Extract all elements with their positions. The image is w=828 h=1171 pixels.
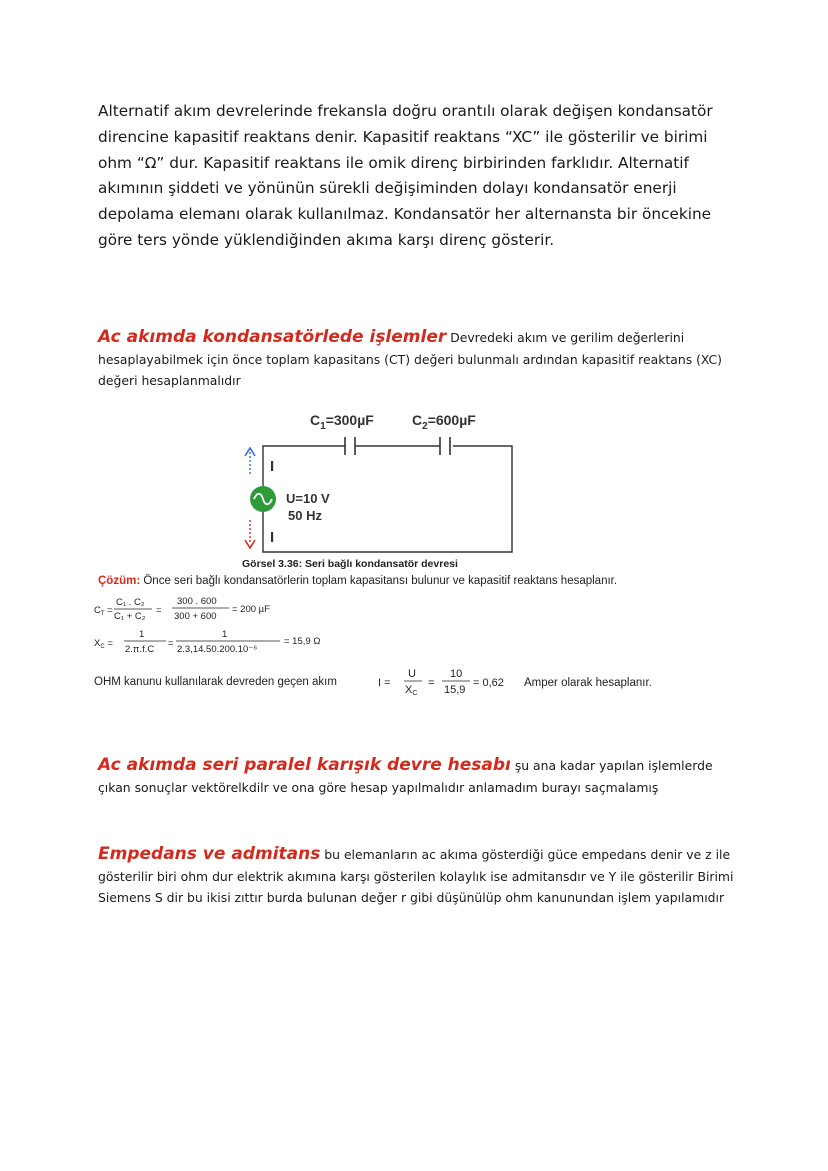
current-tail: Amper olarak hesaplanır. — [524, 677, 652, 689]
section-mixed-circuit — [98, 755, 738, 798]
current-label-bottom: I — [270, 529, 275, 546]
svg-text:=: = — [428, 677, 435, 689]
current-result: = 0,62 — [473, 677, 504, 689]
capacitor-c2-symbol — [440, 437, 450, 455]
xc-numerator: 1 — [139, 629, 145, 640]
solution-formulas — [94, 594, 354, 658]
wire-left-top — [263, 446, 345, 487]
current-numerator: U — [408, 668, 416, 680]
xc-denominator: 2.π.f.C — [125, 644, 155, 655]
xc-result: = 15,9 Ω — [284, 636, 321, 647]
ct-lhs: $C_T$ = — [94, 605, 113, 617]
section-body: Devredeki akım ve gerilim değerlerini hesaplayabilmek için önce toplam kapasitans (CT) değeri bulunmalı ardından kapasitif reaktans (XC) değeri hesaplanmalıdır — [98, 330, 722, 388]
ohm-law-line: OHM kanunu kullanılarak devreden geçen akım — [94, 676, 337, 688]
ct-numerator-values: 300 . 600 — [177, 596, 217, 607]
capacitor-c1-symbol — [345, 437, 355, 455]
ct-denominator: C₁ + C₂ — [114, 611, 146, 622]
section-body: bu elemanların ac akıma gösterdiği güce empedans denir ve z ile gösterilir biri ohm dur elektrik akımına karşı gösterilen kolaylık ise admitansdır ve Y ile gösterilir Birimi Siemens S dir bu ikisi zıttır burda bulunan değer r gibi düşünülüp ohm kanunundan işlem yapılamıdır — [98, 847, 734, 905]
intro-paragraph: Alternatif akım devrelerinde frekansla doğru orantılı olarak değişen kondansatör direncine kapasitif reaktans denir. Kapasitif reaktans “XC” ile gösterilir ve birimi ohm “Ω” dur. Kapasitif reaktans ile omik direnç birbirinden farklıdır. Alternatif akımının şiddeti ve yönünün sürekli değişiminden dolayı kondansatör enerji depolama elemanı olarak kullanılmaz. Kondansatör her alternansta bir öncekine göre ters yönde yüklendiğinden akıma karşı direnç gösterir. — [98, 102, 713, 249]
voltage-label: U=10 V — [286, 491, 330, 506]
current-denominator: XC — [405, 684, 418, 697]
series-capacitor-circuit — [230, 404, 530, 576]
section-impedance-admittance — [98, 844, 738, 909]
current-lhs: I = — [378, 677, 391, 689]
section-body: şu ana kadar yapılan işlemlerde çıkan sonuçlar vektörelkdilr ve ona göre hesap yapılmalıdır anlamadım burayı saçmalamış — [98, 758, 713, 795]
solution-intro-text: Önce seri bağlı kondansatörlerin toplam kapasitansı bulunur ve kapasitif reaktans hesaplanır. — [140, 575, 618, 587]
xc-lhs: $X_C$ = — [94, 638, 113, 650]
current-numerator-value: 10 — [450, 668, 463, 680]
frequency-label: 50 Hz — [288, 508, 322, 523]
svg-text:=: = — [168, 638, 174, 649]
current-arrow-up-icon — [245, 448, 255, 476]
current-formula — [378, 664, 698, 700]
solution-intro — [98, 575, 617, 587]
section-heading: Ac akımda kondansatörlede işlemler — [98, 327, 447, 347]
section-capacitor-operations — [98, 327, 738, 392]
current-denominator-value: 15,9 — [444, 684, 466, 696]
ct-result: = 200 µF — [232, 604, 270, 615]
ct-numerator: C₁ . C₂ — [116, 597, 145, 608]
solution-label: Çözüm: — [98, 575, 141, 587]
svg-text:=: = — [156, 605, 162, 616]
current-label-top: I — [270, 458, 275, 475]
capacitor-c1-label: $C_1=300\mu F$ — [310, 412, 374, 432]
xc-denominator-values: 2.3,14.50.200.10⁻⁶ — [177, 644, 258, 655]
section-heading: Ac akımda seri paralel karışık devre hesabı — [98, 755, 511, 775]
capacitor-c2-label: $C_2=600\mu F$ — [412, 412, 476, 432]
xc-numerator-values: 1 — [222, 629, 228, 640]
figure-caption: Görsel 3.36: Seri bağlı kondansatör devresi — [242, 558, 458, 570]
ct-denominator-values: 300 + 600 — [174, 611, 217, 622]
current-arrow-down-icon — [245, 520, 255, 548]
section-heading: Empedans ve admitans — [98, 844, 321, 864]
